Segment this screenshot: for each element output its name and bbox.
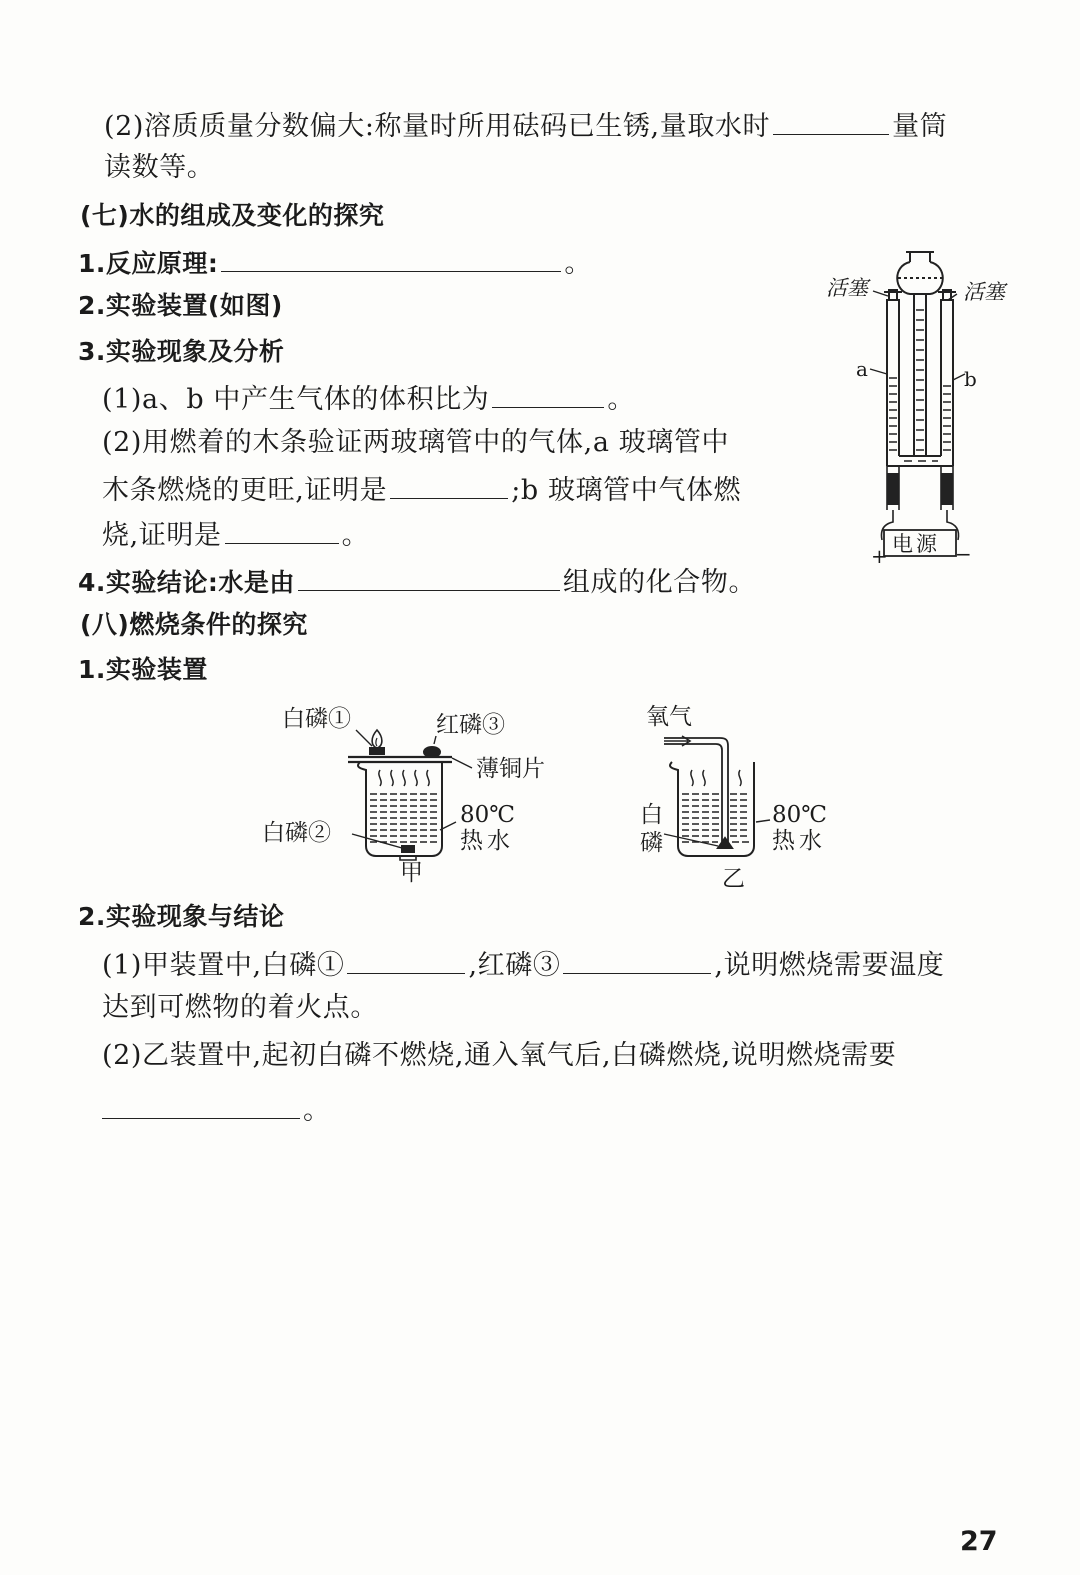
answer-blank[interactable] bbox=[221, 243, 561, 272]
line-8-2-3: (2)乙装置中,起初白磷不燃烧,通入氧气后,白磷燃烧,说明燃烧需要 bbox=[102, 1040, 897, 1071]
answer-blank[interactable] bbox=[102, 1090, 300, 1119]
beaker-jia bbox=[358, 762, 442, 856]
line-2: 读数等。 bbox=[104, 152, 215, 183]
label-stopcock-left: 活塞 bbox=[826, 276, 868, 300]
line-7-4 bbox=[78, 562, 756, 601]
label-power: 电源 bbox=[892, 532, 940, 556]
label-plus: + bbox=[871, 544, 888, 568]
label-tube-b: b bbox=[964, 367, 977, 391]
label-jia: 甲 bbox=[400, 860, 423, 886]
beaker-yi bbox=[670, 762, 754, 856]
answer-blank[interactable] bbox=[298, 562, 560, 591]
label-white-p2: 白磷② bbox=[262, 820, 331, 846]
line-7-3-2: (2)用燃着的木条验证两玻璃管中的气体,a 玻璃管中 bbox=[102, 427, 730, 458]
line-7-3-3 bbox=[102, 470, 741, 509]
oxygen-tube bbox=[664, 738, 728, 846]
label-minus: − bbox=[955, 542, 972, 566]
text: 。 bbox=[303, 1095, 331, 1126]
electrode-left bbox=[888, 474, 898, 504]
line-7-1 bbox=[78, 243, 592, 282]
answer-blank[interactable] bbox=[390, 470, 508, 499]
answer-blank[interactable] bbox=[225, 515, 339, 544]
line-7-2 bbox=[78, 288, 283, 324]
text: (1)a、b 中产生气体的体积比为 bbox=[102, 384, 490, 415]
text: 木条燃烧的更旺,证明是 bbox=[102, 475, 388, 506]
label-temp-yi: 80℃ bbox=[772, 802, 827, 828]
text: 。 bbox=[341, 520, 370, 551]
text: 。 bbox=[564, 248, 592, 279]
line-8-2-1 bbox=[102, 945, 944, 984]
connect-tube bbox=[887, 456, 953, 466]
label-temp-jia: 80℃ bbox=[460, 802, 515, 828]
answer-blank[interactable] bbox=[347, 945, 465, 974]
label-white-p1: 白磷① bbox=[282, 706, 351, 732]
label-white-p-yi-2: 磷 bbox=[640, 830, 663, 856]
section-7-heading: (七)水的组成及变化的探究 bbox=[80, 201, 385, 230]
label-yi: 乙 bbox=[722, 866, 745, 892]
white-phosphorus-yi bbox=[718, 838, 732, 848]
label-red-p3: 红磷③ bbox=[436, 712, 505, 738]
copper-sheet bbox=[348, 757, 452, 762]
wire-right bbox=[947, 510, 959, 540]
white-phosphorus-2 bbox=[402, 846, 414, 852]
text: ;b 玻璃管中气体燃 bbox=[511, 475, 742, 506]
line-8-1: 1.实验装置 bbox=[78, 655, 208, 684]
page-number: 27 bbox=[960, 1526, 998, 1557]
line-8-2-4 bbox=[102, 1090, 331, 1129]
text: ,红磷③ bbox=[468, 950, 561, 981]
stopcock-left bbox=[884, 290, 902, 300]
label-tube-a: a bbox=[856, 357, 868, 381]
text: 。 bbox=[607, 384, 636, 415]
label-water-jia: 热水 bbox=[460, 828, 514, 854]
tube-b bbox=[940, 300, 954, 466]
line-7-3: 3.实验现象及分析 bbox=[78, 337, 285, 366]
text: 烧,证明是 bbox=[102, 520, 222, 551]
stopcock-right bbox=[938, 290, 956, 300]
flame bbox=[372, 730, 382, 748]
text: 2.实验装置(如图) bbox=[78, 291, 283, 320]
reservoir-bulb bbox=[897, 252, 943, 294]
label-copper: 薄铜片 bbox=[476, 756, 545, 782]
text: 4.实验结论:水是由 bbox=[78, 568, 295, 597]
text: (1)甲装置中,白磷① bbox=[102, 950, 345, 981]
text: 组成的化合物。 bbox=[562, 567, 757, 598]
text: 1.反应原理: bbox=[78, 249, 219, 278]
red-phosphorus-3 bbox=[424, 747, 440, 757]
line-1 bbox=[104, 106, 947, 145]
electrode-right bbox=[942, 474, 952, 504]
answer-blank[interactable] bbox=[563, 945, 711, 974]
label-oxygen: 氧气 bbox=[646, 704, 692, 730]
oxygen-arrow bbox=[664, 736, 690, 746]
text: (2)溶质质量分数偏大:称量时所用砝码已生锈,量取水时 bbox=[104, 111, 771, 142]
line-7-3-4 bbox=[102, 515, 369, 554]
answer-blank[interactable] bbox=[492, 379, 604, 408]
white-phosphorus-1 bbox=[370, 748, 384, 754]
section-8-heading: (八)燃烧条件的探究 bbox=[80, 610, 308, 639]
label-stopcock-right: 活塞 bbox=[963, 280, 1005, 304]
label-water-yi: 热水 bbox=[772, 828, 826, 854]
center-tube bbox=[914, 294, 926, 456]
text: 量筒 bbox=[892, 111, 948, 142]
line-7-3-1 bbox=[102, 379, 635, 418]
line-8-2: 2.实验现象与结论 bbox=[78, 902, 285, 931]
text: ,说明燃烧需要温度 bbox=[714, 950, 945, 981]
line-8-2-2: 达到可燃物的着火点。 bbox=[102, 992, 378, 1023]
tube-a bbox=[886, 300, 900, 466]
label-white-p-yi: 白 bbox=[640, 802, 663, 828]
answer-blank[interactable] bbox=[773, 106, 889, 135]
